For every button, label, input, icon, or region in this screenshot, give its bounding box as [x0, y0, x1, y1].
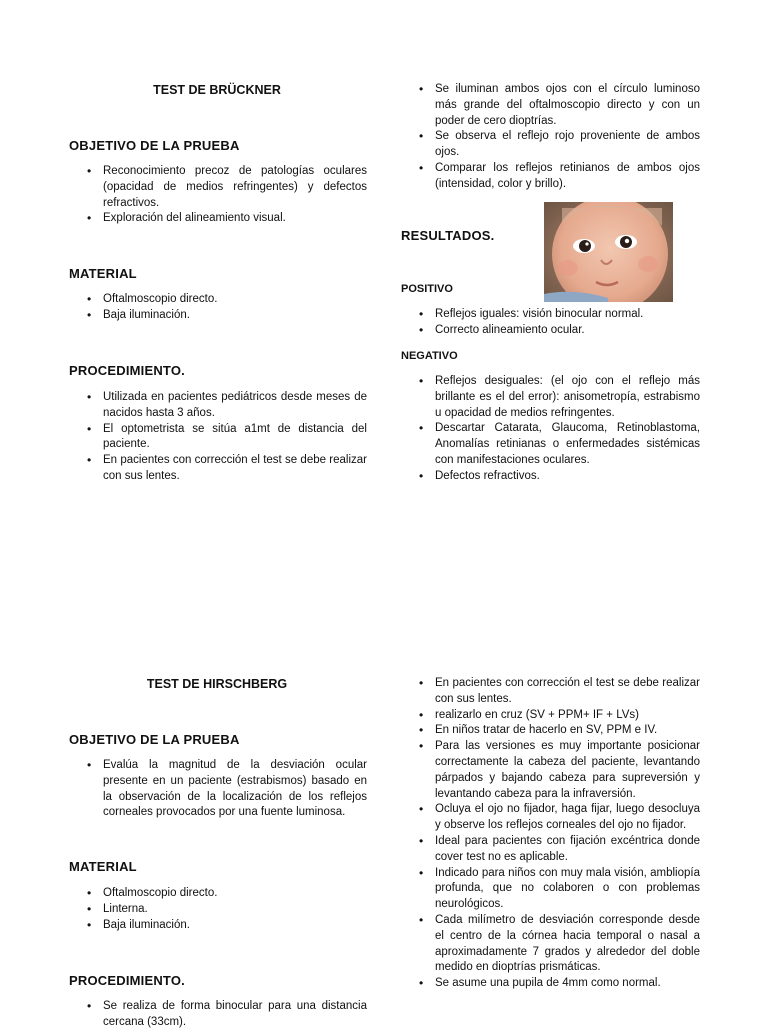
- list-item: • Se realiza de forma binocular para una distancia cercana (33cm).: [69, 999, 367, 1031]
- hirschberg-objetivo-heading: OBJETIVO DE LA PRUEBA: [69, 732, 240, 747]
- list-item: • El optometrista se sitúa a1mt de distancia del paciente.: [69, 422, 367, 454]
- hirschberg-material-heading: MATERIAL: [69, 859, 137, 874]
- bruckner-positivo-heading: POSITIVO: [401, 283, 453, 295]
- list-item: • Se iluminan ambos ojos con el círculo luminoso más grande del oftalmoscopio directo y con un poder de cero dioptrías.: [401, 82, 700, 129]
- bruckner-negativo-heading: NEGATIVO: [401, 350, 458, 362]
- bruckner-negativo-list: [401, 374, 700, 485]
- list-item: • Comparar los reflejos retinianos de ambos ojos (intensidad, color y brillo).: [401, 161, 700, 193]
- list-item: • Defectos refractivos.: [401, 469, 700, 485]
- bruckner-procedimiento-heading: PROCEDIMIENTO.: [69, 363, 185, 378]
- bruckner-objetivo-list: [69, 164, 367, 227]
- bruckner-procedimiento-cont-list: [401, 82, 700, 193]
- hirschberg-procedimiento-heading: PROCEDIMIENTO.: [69, 973, 185, 988]
- list-item: • Baja iluminación.: [69, 918, 367, 934]
- list-item: • En pacientes con corrección el test se debe realizar con sus lentes.: [69, 453, 367, 485]
- list-item: • Ideal para pacientes con fijación excéntrica donde cover test no es aplicable.: [401, 834, 700, 866]
- list-item: • Exploración del alineamiento visual.: [69, 211, 367, 227]
- list-item: • Se observa el reflejo rojo proveniente de ambos ojos.: [401, 129, 700, 161]
- baby-photo: [544, 202, 673, 302]
- list-item: • Cada milímetro de desviación corresponde desde el centro de la córnea hacia temporal o nasal a aproximadamente 7 grados y alrededor del doble medido en dioptrías prismáticas.: [401, 913, 700, 976]
- list-item: • Linterna.: [69, 902, 367, 918]
- hirschberg-title: TEST DE HIRSCHBERG: [146, 677, 288, 691]
- list-item: • Se asume una pupila de 4mm como normal.: [401, 976, 700, 992]
- hirschberg-objetivo-list: [69, 758, 367, 821]
- list-item: • Evalúa la magnitud de la desviación ocular presente en un paciente (estrabismos) basado en la observación de la localización de los reflejos corneales provocados por una fuente luminosa.: [69, 758, 367, 821]
- bruckner-material-list: [69, 292, 367, 324]
- list-item: • Correcto alineamiento ocular.: [401, 323, 700, 339]
- bruckner-material-heading: MATERIAL: [69, 266, 137, 281]
- list-item: • En niños tratar de hacerlo en SV, PPM e IV.: [401, 723, 700, 739]
- list-item: • Ocluya el ojo no fijador, haga fijar, luego desocluya y observe los reflejos corneales del ojo no fijador.: [401, 802, 700, 834]
- list-item: • Descartar Catarata, Glaucoma, Retinoblastoma, Anomalías retinianas o enfermedades sistémicas con manifestaciones oculares.: [401, 421, 700, 468]
- bruckner-positivo-list: [401, 307, 700, 339]
- bruckner-resultados-heading: RESULTADOS.: [401, 228, 495, 243]
- bruckner-procedimiento-list: [69, 390, 367, 485]
- list-item: • En pacientes con corrección el test se debe realizar con sus lentes.: [401, 676, 700, 708]
- list-item: • Reflejos iguales: visión binocular normal.: [401, 307, 700, 323]
- list-item: • Baja iluminación.: [69, 308, 367, 324]
- hirschberg-procedimiento-cont-list: [401, 676, 700, 992]
- hirschberg-material-list: [69, 886, 367, 933]
- list-item: • Indicado para niños con muy mala visión, ambliopía profunda, que no colaboren o con problemas neurológicos.: [401, 866, 700, 913]
- list-item: • Utilizada en pacientes pediátricos desde meses de nacidos hasta 3 años.: [69, 390, 367, 422]
- bruckner-objetivo-heading: OBJETIVO DE LA PRUEBA: [69, 138, 240, 153]
- list-item: • realizarlo en cruz (SV + PPM+ IF + LVs): [401, 708, 700, 724]
- hirschberg-procedimiento-list: [69, 999, 367, 1031]
- list-item: • Para las versiones es muy importante posicionar correctamente la cabeza del paciente, levantando párpados y bajando cabeza para supreversión y levantando cabeza para la infraversión.: [401, 739, 700, 802]
- list-item: • Oftalmoscopio directo.: [69, 886, 367, 902]
- list-item: • Oftalmoscopio directo.: [69, 292, 367, 308]
- list-item: • Reflejos desiguales: (el ojo con el reflejo más brillante es el del error): anisometropía, estrabismo u opacidad de medios refringentes.: [401, 374, 700, 421]
- list-item: • Reconocimiento precoz de patologías oculares (opacidad de medios refringentes) y defectos refractivos.: [69, 164, 367, 211]
- bruckner-title: TEST DE BRÜCKNER: [153, 83, 281, 97]
